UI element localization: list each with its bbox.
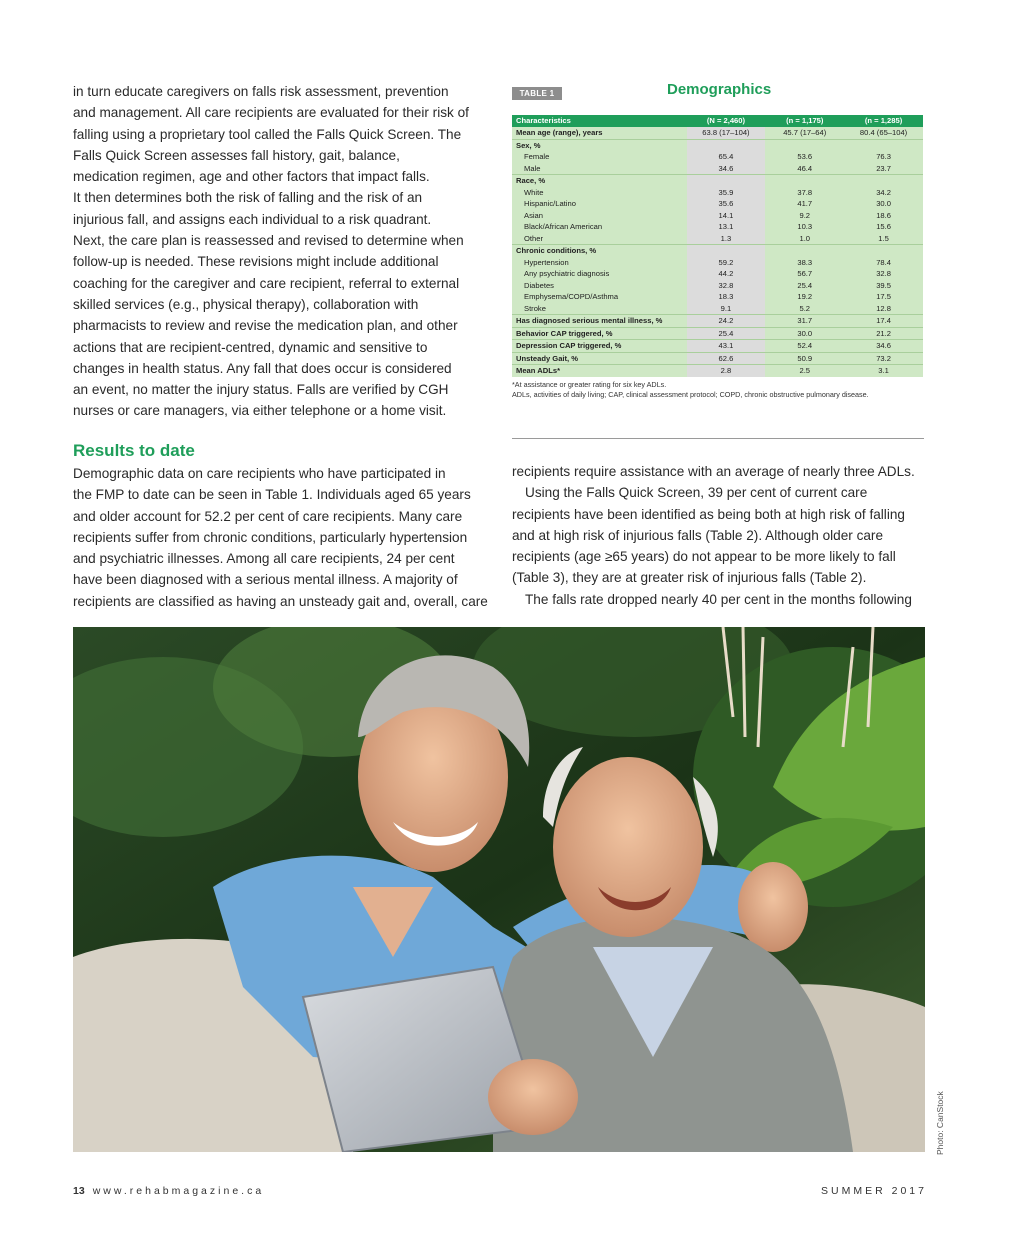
- text-line: Using the Falls Quick Screen, 39 per cent of current care: [525, 485, 868, 501]
- row-value: 35.9: [687, 187, 766, 199]
- table-row: [512, 257, 923, 269]
- row-label: Diabetes: [524, 280, 554, 290]
- table-row: [512, 291, 923, 303]
- demographics-table-block: [512, 81, 924, 400]
- row-label: Hispanic/Latino: [524, 199, 576, 208]
- table-row: [512, 340, 923, 353]
- text-line: an event, no matter the injury status. Falls are verified by CGH: [73, 382, 449, 398]
- row-value: 59.2: [687, 257, 766, 269]
- table-footnote: *At assistance or greater rating for six key ADLs.: [512, 379, 667, 389]
- text-line: Next, the care plan is reassessed and revised to determine when: [73, 233, 464, 249]
- row-value: 52.4: [765, 340, 844, 353]
- text-line: recipients have been identified as being both at high risk of falling: [512, 506, 905, 522]
- row-value: 73.2: [844, 352, 923, 365]
- row-label: Asian: [524, 210, 543, 220]
- row-label: Mean age (range), years: [516, 128, 603, 137]
- row-value: 23.7: [876, 163, 891, 173]
- row-value: [687, 175, 766, 187]
- row-value: 45.7 (17–64): [783, 128, 827, 137]
- table-row: [512, 365, 923, 377]
- row-value: 38.3: [797, 257, 813, 267]
- text-line: Falls Quick Screen assesses fall history, gait, balance,: [73, 147, 400, 163]
- row-label: Female: [524, 152, 550, 161]
- row-value: 17.4: [844, 315, 923, 328]
- text-line: the FMP to date can be seen in Table 1. Individuals aged 65 years: [73, 487, 471, 503]
- table-tag: TABLE 1: [512, 87, 562, 100]
- row-value: 76.3: [876, 152, 891, 161]
- table-row: [512, 210, 923, 222]
- text-line: recipients (age ≥65 years) do not appear to be more likely to fall: [512, 549, 896, 565]
- table-row: [512, 198, 923, 210]
- row-label: Race, %: [512, 175, 687, 187]
- row-value: 80.4 (65–104): [859, 128, 908, 137]
- text-line: and older account for 52.2 per cent of care recipients. Many care: [73, 508, 463, 524]
- row-value: 39.5: [876, 280, 891, 290]
- row-label: Other: [524, 233, 543, 243]
- row-value: 13.1: [687, 221, 766, 233]
- row-value: 56.7: [797, 269, 813, 278]
- row-value: 30.0: [876, 199, 891, 208]
- row-value: [844, 245, 923, 257]
- row-value: 53.6: [797, 152, 813, 161]
- photo-credit: Photo: CanStock: [935, 1091, 945, 1155]
- text-line: (Table 3), they are at greater risk of injurious falls (Table 2).: [512, 570, 867, 586]
- table-row: [512, 175, 923, 187]
- row-label: Sex, %: [512, 139, 687, 151]
- row-label: Mean ADLs*: [512, 365, 687, 377]
- row-value: [687, 139, 766, 151]
- row-label: Behavior CAP triggered, %: [512, 327, 687, 340]
- row-value: 32.8: [876, 269, 891, 278]
- row-label: Male: [524, 163, 541, 173]
- text-line: and at high risk of injurious falls (Table 2). Although older care: [512, 527, 884, 543]
- row-value: 34.2: [876, 187, 891, 197]
- table-header-cell: (n = 1,285): [844, 115, 923, 127]
- row-value: 46.4: [797, 163, 813, 173]
- row-value: 65.4: [687, 151, 766, 163]
- row-value: 19.2: [797, 292, 813, 301]
- row-value: 43.1: [687, 340, 766, 353]
- row-value: 63.8 (17–104): [687, 127, 766, 139]
- table-notes: [512, 380, 924, 400]
- row-value: 18.3: [687, 291, 766, 303]
- row-value: 34.6: [844, 340, 923, 353]
- row-value: 5.2: [799, 303, 811, 313]
- text-line: and management. All care recipients are evaluated for their risk of: [73, 105, 469, 121]
- demographics-table: [512, 115, 923, 377]
- row-value: [765, 139, 844, 151]
- row-value: 2.8: [687, 365, 766, 377]
- table-row: [512, 233, 923, 245]
- text-line: The falls rate dropped nearly 40 per cent in the months following: [525, 591, 912, 607]
- row-value: [765, 245, 844, 257]
- text-line: nurses or care managers, via either telephone or a home visit.: [73, 403, 447, 419]
- row-value: 32.8: [687, 280, 766, 292]
- row-value: 30.0: [765, 327, 844, 340]
- text-line: follow-up is needed. These revisions might include additional: [73, 254, 439, 270]
- row-label: Hypertension: [524, 257, 569, 267]
- row-value: 21.2: [844, 327, 923, 340]
- page-number: 13: [73, 1185, 85, 1197]
- table-header: [512, 81, 924, 115]
- table-row: [512, 327, 923, 340]
- table-row: [512, 127, 923, 139]
- table-divider: [512, 438, 924, 439]
- row-value: 34.6: [687, 163, 766, 175]
- row-value: 1.0: [799, 233, 811, 243]
- table-header-cell: Characteristics: [512, 115, 687, 127]
- text-line: medication regimen, age and other factors that impact falls.: [73, 169, 430, 185]
- row-value: [765, 175, 844, 187]
- caregiver-photo: [73, 627, 925, 1152]
- results-paragraph: [73, 463, 493, 612]
- table-row: [512, 139, 923, 151]
- row-label: White: [524, 187, 544, 197]
- row-label: Stroke: [524, 303, 546, 313]
- table-row: [512, 303, 923, 315]
- column2-paragraph: [512, 461, 932, 610]
- table-row: [512, 221, 923, 233]
- issue-label: SUMMER 2017: [821, 1185, 927, 1197]
- text-line: coaching for the caregiver and care recipient, referral to external: [73, 275, 460, 291]
- row-value: 78.4: [876, 257, 891, 267]
- row-value: 44.2: [687, 268, 766, 280]
- table-header-cell: (N = 2,460): [687, 115, 766, 127]
- row-value: 12.8: [876, 303, 891, 313]
- table-row: [512, 245, 923, 257]
- row-value: [844, 139, 923, 151]
- row-value: 62.6: [687, 352, 766, 365]
- row-value: 3.1: [844, 365, 923, 377]
- text-line: Demographic data on care recipients who have participated in: [73, 466, 446, 481]
- row-value: 35.6: [687, 198, 766, 210]
- text-line: injurious fall, and assigns each individual to a risk quadrant.: [73, 211, 432, 227]
- text-line: recipients suffer from chronic conditions, particularly hypertension: [73, 529, 468, 545]
- table-row: [512, 315, 923, 328]
- table-row: [512, 151, 923, 163]
- footer-left: [73, 1185, 264, 1197]
- text-line: It then determines both the risk of falling and the risk of an: [73, 190, 423, 206]
- photo-illustration: [73, 627, 925, 1152]
- row-label: Unsteady Gait, %: [512, 352, 687, 365]
- text-line: in turn educate caregivers on falls risk assessment, prevention: [73, 84, 449, 99]
- row-label: Chronic conditions, %: [512, 245, 687, 257]
- intro-paragraph: [73, 81, 493, 422]
- row-value: [844, 175, 923, 187]
- website-url[interactable]: www.rehabmagazine.ca: [92, 1185, 265, 1197]
- row-value: 14.1: [687, 210, 766, 222]
- text-line: recipients are classified as having an unsteady gait and, overall, care: [73, 593, 488, 609]
- text-line: falling using a proprietary tool called the Falls Quick Screen. The: [73, 126, 462, 142]
- row-value: 1.5: [878, 233, 889, 243]
- row-value: 17.5: [876, 292, 891, 301]
- results-section: [73, 440, 493, 612]
- row-label: Depression CAP triggered, %: [512, 340, 687, 353]
- table-header-cell: (n = 1,175): [765, 115, 844, 127]
- table-row: [512, 352, 923, 365]
- text-line: skilled services (e.g., physical therapy), collaboration with: [73, 296, 419, 312]
- table-row: [512, 268, 923, 280]
- row-value: 2.5: [765, 365, 844, 377]
- row-value: 10.3: [797, 222, 813, 231]
- row-label: Has diagnosed serious mental illness, %: [512, 315, 687, 328]
- row-value: 9.2: [799, 210, 811, 220]
- row-value: 18.6: [876, 210, 891, 220]
- text-line: pharmacists to review and revise the medication plan, and other: [73, 318, 458, 334]
- text-line: changes in health status. Any fall that does occur is considered: [73, 360, 452, 376]
- row-value: 25.4: [797, 280, 813, 290]
- table-row: [512, 280, 923, 292]
- row-value: 25.4: [687, 327, 766, 340]
- row-value: 15.6: [876, 222, 891, 231]
- text-line: have been diagnosed with a serious mental illness. A majority of: [73, 572, 458, 588]
- text-line: actions that are recipient-centred, dynamic and sensitive to: [73, 339, 428, 355]
- row-value: [687, 245, 766, 257]
- row-label: Black/African American: [524, 222, 603, 231]
- table-header-row: [512, 115, 923, 127]
- table-title: Demographics: [667, 81, 772, 98]
- row-label: Emphysema/COPD/Asthma: [524, 292, 619, 301]
- row-value: 1.3: [687, 233, 766, 245]
- row-value: 24.2: [687, 315, 766, 328]
- row-value: 37.8: [797, 187, 813, 197]
- text-line: recipients require assistance with an average of nearly three ADLs.: [512, 464, 915, 479]
- text-line: and psychiatric illnesses. Among all care recipients, 24 per cent: [73, 551, 455, 567]
- row-value: 50.9: [765, 352, 844, 365]
- row-label: Any psychiatric diagnosis: [524, 269, 610, 278]
- results-heading: Results to date: [73, 441, 195, 460]
- table-row: [512, 163, 923, 175]
- row-value: 9.1: [687, 303, 766, 315]
- table-row: [512, 187, 923, 199]
- table-abbreviations: ADLs, activities of daily living; CAP, clinical assessment protocol; COPD, chronic obstructive pulmonary disease.: [512, 389, 869, 399]
- row-value: 41.7: [797, 199, 813, 208]
- row-value: 31.7: [765, 315, 844, 328]
